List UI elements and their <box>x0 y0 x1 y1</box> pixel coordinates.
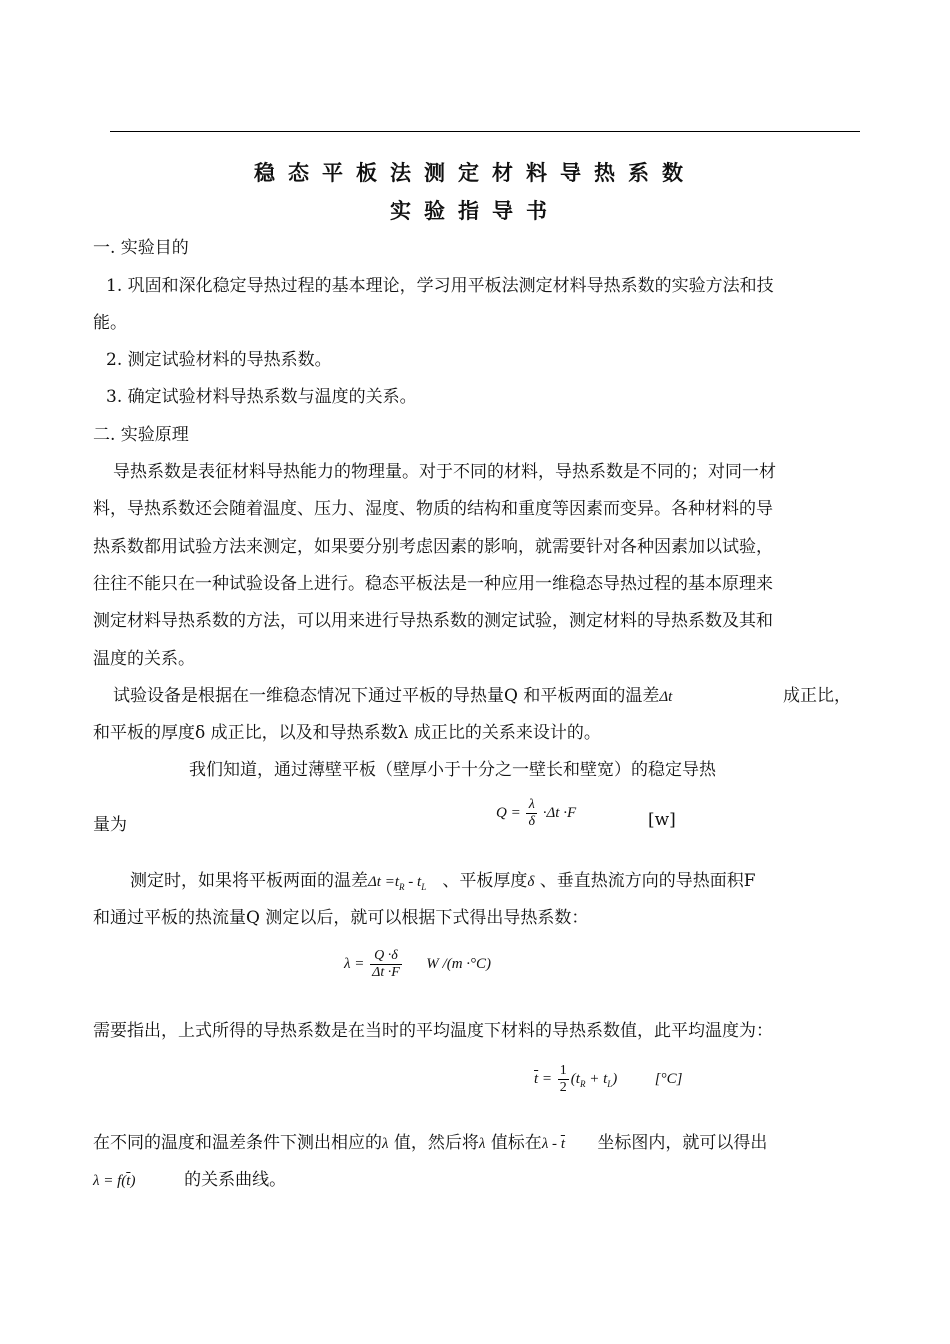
document-subtitle: 实验指导书 <box>390 199 560 223</box>
delta-t-definition: $\Delta t =t_R - t_L$ <box>368 874 427 892</box>
section-heading-objectives: 一. 实验目的 <box>93 238 189 258</box>
section-heading-principle: 二. 实验原理 <box>93 425 189 445</box>
thickness-symbol: δ <box>527 874 535 890</box>
paragraph-text: 测定时，如果将平板两面的温差 <box>130 871 368 891</box>
paragraph-line <box>113 681 672 706</box>
paragraph-line: 温度的关系。 <box>93 649 195 669</box>
paragraph-text: 值标在 <box>490 1133 542 1153</box>
paragraph-line-end: 成正比， <box>783 686 851 706</box>
equation-heat-flow: Q = $\frac{\lambda}{\delta}$ ·Δt ·F <box>496 797 577 829</box>
paragraph-text: 试验设备是根据在一维稳态情况下通过平板的导热量Q 和平板两面的温差 <box>113 686 660 706</box>
paragraph-line: 料，导热系数还会随着温度、压力、湿度、物质的结构和重度等因素而变异。各种材料的导 <box>93 499 773 519</box>
paragraph-line: 量为 <box>93 815 127 835</box>
lambda-symbol: λ <box>478 1136 486 1152</box>
document-title: 稳态平板法测定材料导热系数 <box>254 161 696 185</box>
paragraph-text: 值，然后将 <box>393 1133 479 1153</box>
equation-mean-temperature: $\overline{t}$ = $\frac{1}{2}$ $(t_R + t_L)$ [°C] <box>534 1063 683 1095</box>
lambda-symbol: λ <box>382 1136 389 1152</box>
paragraph-line: 和平板的厚度δ 成正比，以及和导热系数λ 成正比的关系来设计的。 <box>93 723 601 743</box>
objective-1-line2: 能。 <box>93 313 127 333</box>
header-rule <box>110 131 860 132</box>
paragraph-text: 的关系曲线。 <box>184 1170 287 1190</box>
paragraph-text: 在不同的温度和温差条件下测出相应的 <box>93 1133 382 1153</box>
paragraph-line: 往往不能只在一种试验设备上进行。稳态平板法是一种应用一维稳态导热过程的基本原理来 <box>93 574 773 594</box>
lambda-t-coordinate: λ - $\overline{t}$ <box>541 1136 565 1152</box>
equation-conductivity: λ = $\frac{Q \cdot\delta}{\Delta t \cdot F}$ W /(m ·°C) <box>344 948 492 980</box>
delta-t-symbol: Δt <box>659 689 673 705</box>
objective-3: 3. 确定试验材料导热系数与温度的关系。 <box>106 387 417 407</box>
paragraph-text: 坐标图内，就可以得出 <box>597 1133 768 1153</box>
paragraph-line: 和通过平板的热流量Q 测定以后，就可以根据下式得出导热系数： <box>93 908 589 928</box>
objective-1-line1: 1. 巩固和深化稳定导热过程的基本理论，学习用平板法测定材料导热系数的实验方法和技 <box>106 276 774 296</box>
paragraph-text: 、垂直热流方向的导热面积F <box>539 871 756 891</box>
lambda-function: $\lambda = f(\overline{t})$ <box>93 1173 136 1189</box>
objective-2: 2. 测定试验材料的导热系数。 <box>106 350 332 370</box>
paragraph-line <box>130 866 756 891</box>
equation-unit-watt: [w] <box>648 810 676 830</box>
paragraph-line: 导热系数是表征材料导热能力的物理量。对于不同的材料，导热系数是不同的；对同一材 <box>113 462 776 482</box>
paragraph-line: 测定材料导热系数的方法，可以用来进行导热系数的测定试验，测定材料的导热系数及其和 <box>93 611 773 631</box>
paragraph-line: 需要指出，上式所得的导热系数是在当时的平均温度下材料的导热系数值，此平均温度为： <box>93 1021 773 1041</box>
paragraph-line: 热系数都用试验方法来测定，如果要分别考虑因素的影响，就需要针对各种因素加以试验， <box>93 537 773 557</box>
paragraph-text: 、平板厚度 <box>442 871 528 891</box>
paragraph-line <box>93 1128 767 1153</box>
paragraph-line <box>93 1165 286 1190</box>
paragraph-line: 我们知道，通过薄壁平板（壁厚小于十分之一壁长和壁宽）的稳定导热 <box>189 760 716 780</box>
